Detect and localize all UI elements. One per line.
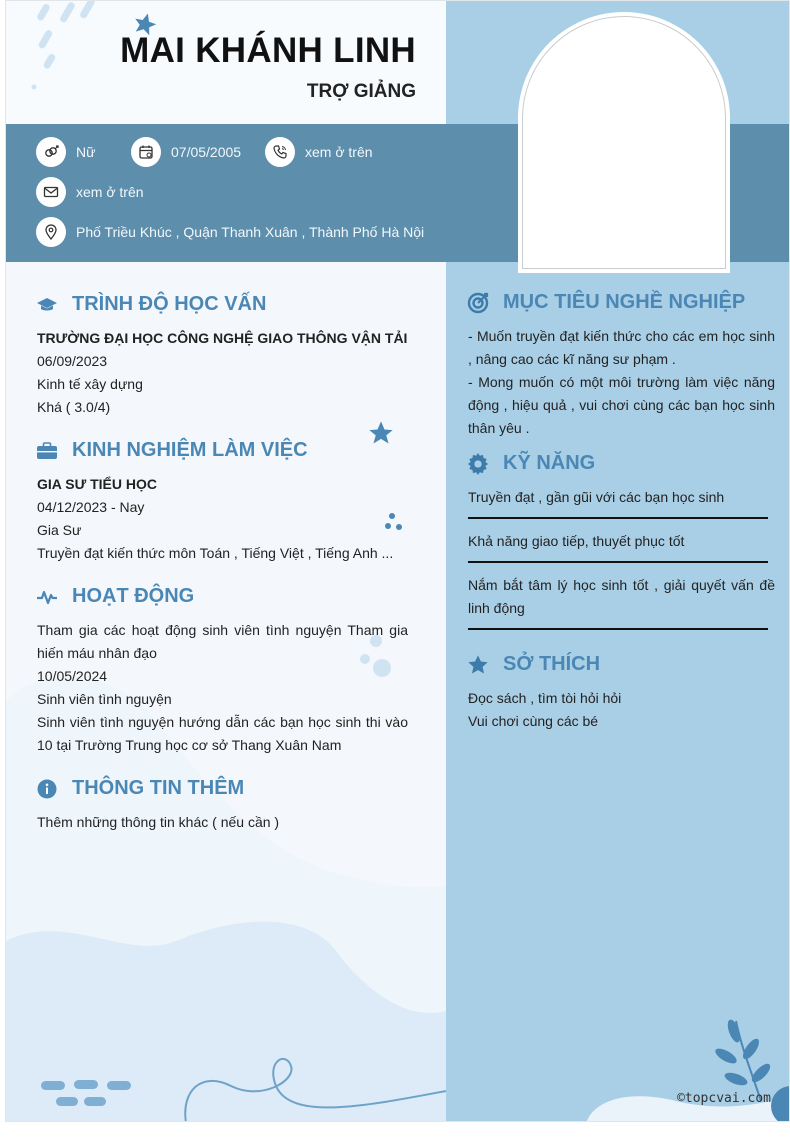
activity-description: Sinh viên tình nguyện hướng dẫn các bạn học sinh thi vào 10 tại Trường Trung học cơ sở Thang Xuân Nam [37, 714, 408, 753]
gender-item [36, 137, 95, 167]
experience-heading: KINH NGHIỆM LÀM VIỆC [36, 439, 308, 462]
phone-value: xem ở trên [305, 144, 373, 160]
gender-icon [36, 137, 66, 167]
experience-details [37, 473, 417, 565]
objective-line-2: - Mong muốn có một môi trường làm việc năng động , hiệu quả , vui chơi cùng các bạn học sinh thân yêu . [468, 374, 775, 436]
candidate-role: TRỢ GIẢNG [306, 81, 416, 102]
skill-level-bar [468, 628, 768, 630]
birthdate-value: 07/05/2005 [171, 144, 242, 160]
star-icon [467, 654, 489, 676]
activity-role: Sinh viên tình nguyện [37, 691, 172, 707]
objective-heading: MỤC TIÊU NGHỀ NGHIỆP [467, 291, 745, 314]
activities-details [37, 619, 408, 757]
gear-icon [467, 453, 489, 475]
education-grade: Khá ( 3.0/4) [37, 399, 111, 415]
heartbeat-icon [36, 586, 58, 608]
skill-item: Truyền đạt , gần gũi với các bạn học sinh [468, 489, 725, 505]
profile-photo-frame [518, 12, 730, 273]
activities-heading: HOẠT ĐỘNG [36, 585, 194, 608]
objective-line-1: - Muốn truyền đạt kiến thức cho các em học sinh , nâng cao các kĩ năng sư phạm . [468, 328, 775, 367]
profile-photo-placeholder [522, 16, 726, 269]
job-position: GIA SƯ TIỂU HỌC [37, 476, 157, 492]
skill-level-bar [468, 517, 768, 519]
target-icon [467, 292, 489, 314]
gender-value: Nữ [76, 144, 96, 160]
address-item [36, 217, 424, 247]
more-info-text: Thêm những thông tin khác ( nếu cần ) [37, 814, 280, 830]
job-company: Gia Sư [37, 522, 82, 538]
watermark: ©topcvai.com [677, 1091, 771, 1106]
job-description: Truyền đạt kiến thức môn Toán , Tiếng Việt , Tiếng Anh ... [37, 545, 394, 561]
skill-item: Khả năng giao tiếp, thuyết phục tốt [468, 533, 685, 549]
candidate-name: MAI KHÁNH LINH [120, 31, 416, 70]
education-major: Kinh tế xây dựng [37, 376, 143, 392]
graduation-cap-icon [36, 294, 58, 316]
school-name: TRƯỜNG ĐẠI HỌC CÔNG NGHỆ GIAO THÔNG VẬN TẢI [37, 330, 408, 346]
skill-item: Nắm bắt tâm lý học sinh tốt , giải quyết vấn đề linh động [468, 577, 775, 616]
location-pin-icon [36, 217, 66, 247]
phone-item [265, 137, 373, 167]
star-decoration-2 [367, 419, 395, 447]
hobbies-heading: SỞ THÍCH [467, 653, 600, 676]
info-icon [36, 778, 58, 800]
envelope-icon [36, 177, 66, 207]
education-heading: TRÌNH ĐỘ HỌC VẤN [36, 293, 266, 316]
activity-name: Tham gia các hoạt động sinh viên tình nguyện Tham gia hiến máu nhân đạo [37, 622, 408, 661]
more-info-details [37, 811, 417, 834]
hobby-item: Đọc sách , tìm tòi hỏi hỏi [468, 690, 622, 706]
rain-decoration [26, 1, 126, 101]
birthdate-item [131, 137, 241, 167]
activity-date: 10/05/2024 [37, 668, 108, 684]
more-info-heading: THÔNG TIN THÊM [36, 777, 244, 800]
phone-icon [265, 137, 295, 167]
address-value: Phố Triều Khúc , Quận Thanh Xuân , Thành Phố Hà Nội [76, 224, 425, 240]
email-item [36, 177, 144, 207]
education-date: 06/09/2023 [37, 353, 108, 369]
hobby-item: Vui chơi cùng các bé [468, 713, 599, 729]
hobbies-details [468, 687, 775, 733]
objective-details [468, 325, 775, 440]
job-period: 04/12/2023 - Nay [37, 499, 145, 515]
education-details [37, 327, 417, 419]
email-value: xem ở trên [76, 184, 144, 200]
skills-heading: KỸ NĂNG [467, 452, 595, 475]
skill-level-bar [468, 561, 768, 563]
calendar-icon [131, 137, 161, 167]
cv-page [5, 0, 790, 1122]
briefcase-icon [36, 440, 58, 462]
